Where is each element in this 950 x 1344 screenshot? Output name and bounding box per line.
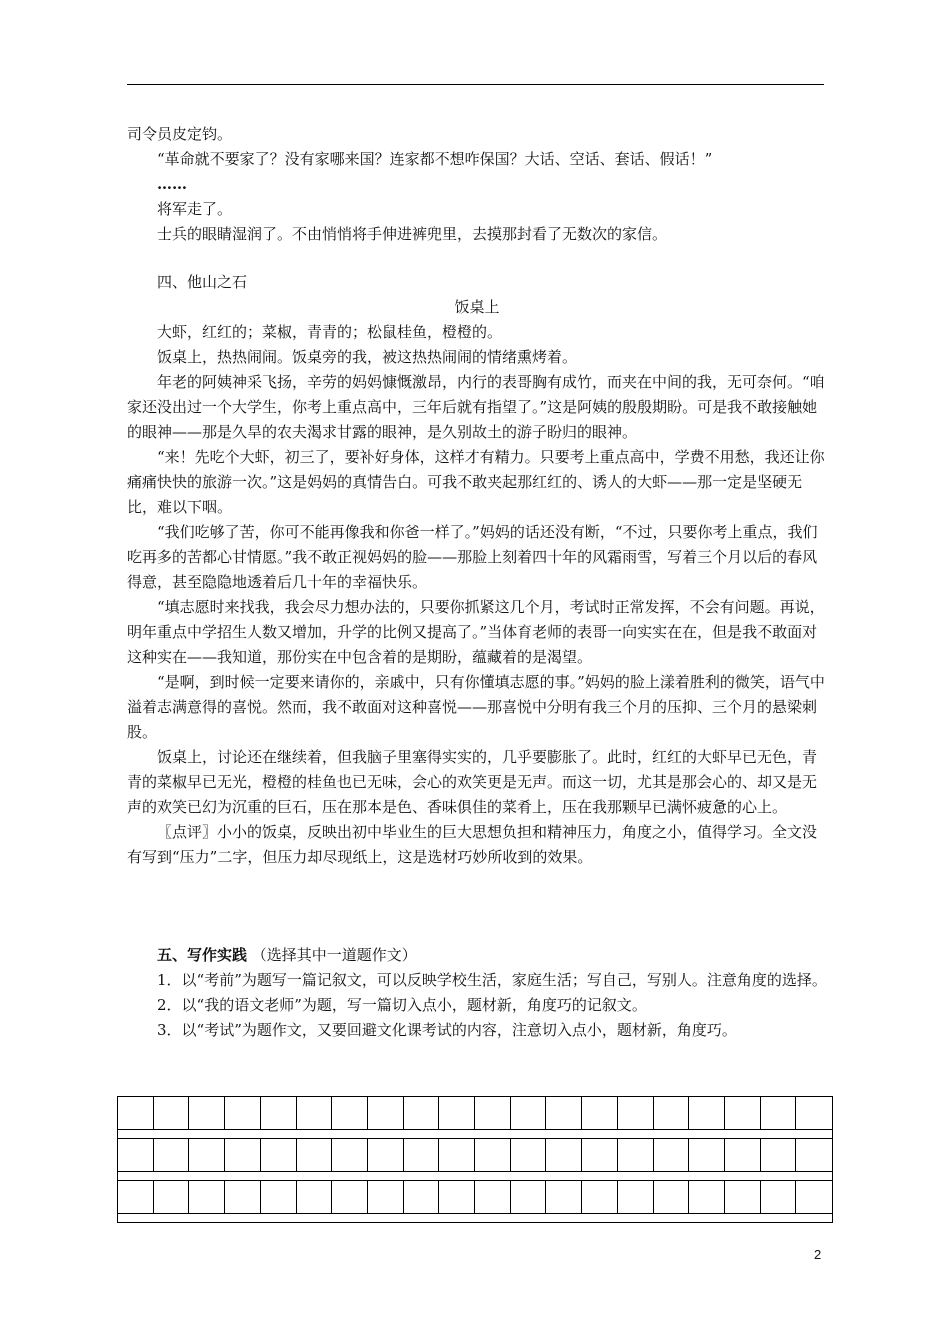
section-heading-5-note: （选择其中一道题作文） — [251, 946, 417, 964]
grid-row — [117, 1096, 833, 1129]
grid-cell — [225, 1139, 261, 1171]
essay-title: 饭桌上 — [454, 298, 500, 316]
grid-row — [117, 1138, 833, 1171]
essay-commentary: 〖点评〗小小的饭桌，反映出初中毕业生的巨大思想负担和精神压力，角度之小，值得学习。全文没有写到“压力”二字，但压力却尽现纸上，这是选材巧妙所收到的效果。 — [127, 823, 818, 866]
grid-cell — [439, 1181, 475, 1213]
grid-cell — [689, 1181, 725, 1213]
grid-row-gap — [117, 1213, 833, 1223]
grid-cell — [439, 1097, 475, 1129]
grid-cell — [796, 1139, 832, 1171]
writing-prompt: 3．以“考试”为题作文，又要回避文化课考试的内容，注意切入点小，题材新，角度巧。 — [157, 1021, 737, 1039]
section-heading-5 — [127, 943, 827, 968]
grid-row-gap — [117, 1171, 833, 1180]
grid-cell — [689, 1139, 725, 1171]
grid-cell — [297, 1097, 333, 1129]
writing-prompt: 1．以“考前”为题写一篇记叙文，可以反映学校生活，家庭生活；写自己，写别人。注意角度的选择。 — [157, 971, 827, 989]
grid-cell — [225, 1181, 261, 1213]
ellipsis-line: …… — [157, 175, 187, 193]
grid-cell — [546, 1181, 582, 1213]
essay-paragraph: 年老的阿姨神采飞扬，辛劳的妈妈慷慨激昂，内行的表哥胸有成竹，而夹在中间的我，无可奈何。“咱家还没出过一个大学生，你考上重点高中，三年后就有指望了。”这是阿姨的殷殷期盼。可是我不敢接触她的眼神——那是久旱的农夫渴求甘露的眼神，是久别故土的游子盼归的眼神。 — [127, 373, 825, 441]
grid-cell — [511, 1097, 547, 1129]
grid-cell — [725, 1097, 761, 1129]
grid-cell — [225, 1097, 261, 1129]
grid-cell — [368, 1139, 404, 1171]
grid-cell — [546, 1097, 582, 1129]
page-number: 2 — [814, 1247, 822, 1262]
grid-cell — [761, 1139, 797, 1171]
grid-cell — [404, 1097, 440, 1129]
grid-cell — [261, 1181, 297, 1213]
grid-cell — [404, 1139, 440, 1171]
grid-cell — [368, 1097, 404, 1129]
grid-cell — [511, 1139, 547, 1171]
essay-paragraph: “我们吃够了苦，你可不能再像我和你爸一样了。”妈妈的话还没有断，“不过，只要你考上重点，我们吃再多的苦都心甘情愿。”我不敢正视妈妈的脸——那脸上刻着四十年的风霜雨雪，写着三个月以后的春风得意，甚至隐隐地透着后几十年的幸福快乐。 — [127, 523, 818, 591]
essay-paragraph: “是啊，到时候一定要来请你的，亲戚中，只有你懂填志愿的事。”妈妈的脸上漾着胜利的微笑，语气中溢着志满意得的喜悦。然而，我不敢面对这种喜悦——那喜悦中分明有我三个月的压抑、三个月的悬梁刺股。 — [127, 673, 825, 741]
grid-cell — [475, 1097, 511, 1129]
grid-cell — [761, 1181, 797, 1213]
grid-cell — [725, 1139, 761, 1171]
grid-cell — [654, 1139, 690, 1171]
grid-cell — [189, 1097, 225, 1129]
grid-cell — [189, 1181, 225, 1213]
grid-cell — [618, 1097, 654, 1129]
grid-row-gap — [117, 1129, 833, 1138]
grid-cell — [654, 1181, 690, 1213]
section-heading-5-title: 五、写作实践 — [157, 946, 248, 964]
grid-cell — [582, 1139, 618, 1171]
grid-cell — [261, 1139, 297, 1171]
grid-cell — [332, 1181, 368, 1213]
grid-cell — [689, 1097, 725, 1129]
grid-cell — [297, 1139, 333, 1171]
essay-paragraph: 大虾，红红的；菜椒，青青的；松鼠桂鱼，橙橙的。 — [157, 323, 503, 341]
grid-cell — [154, 1139, 190, 1171]
essay-paragraph: 饭桌上，热热闹闹。饭桌旁的我，被这热热闹闹的情绪熏烤着。 — [157, 348, 578, 366]
document-body — [127, 122, 827, 1043]
grid-cell — [546, 1139, 582, 1171]
grid-cell — [332, 1139, 368, 1171]
grid-cell — [475, 1181, 511, 1213]
grid-cell — [118, 1181, 154, 1213]
grid-cell — [475, 1139, 511, 1171]
writing-prompt: 2．以“我的语文老师”为题，写一篇切入点小，题材新，角度巧的记叙文。 — [157, 996, 647, 1014]
grid-cell — [404, 1181, 440, 1213]
text-line: “革命就不要家了？没有家哪来国？连家都不想咋保国？大话、空话、套话、假话！” — [157, 150, 713, 168]
essay-paragraph: “来！先吃个大虾，初三了，要补好身体，这样才有精力。只要考上重点高中，学费不用愁，我还让你痛痛快快的旅游一次。”这是妈妈的真情告白。可我不敢夹起那红红的、诱人的大虾——那一定是坚硬无比，难以下咽。 — [127, 448, 825, 516]
grid-cell — [189, 1139, 225, 1171]
writing-grid — [117, 1096, 833, 1223]
grid-cell — [368, 1181, 404, 1213]
grid-cell — [761, 1097, 797, 1129]
grid-cell — [439, 1139, 475, 1171]
text-line: 将军走了。 — [157, 200, 233, 218]
grid-cell — [332, 1097, 368, 1129]
grid-cell — [582, 1097, 618, 1129]
grid-cell — [582, 1181, 618, 1213]
grid-cell — [618, 1181, 654, 1213]
grid-cell — [618, 1139, 654, 1171]
grid-cell — [297, 1181, 333, 1213]
grid-cell — [796, 1097, 832, 1129]
grid-cell — [796, 1181, 832, 1213]
grid-row — [117, 1180, 833, 1213]
essay-paragraph: “填志愿时来找我，我会尽力想办法的，只要你抓紧这几个月，考试时正常发挥，不会有问题。再说，明年重点中学招生人数又增加，升学的比例又提高了。”当体育老师的表哥一向实实在在，但是我不敢面对这种实在——我知道，那份实在中包含着的是期盼，蕴藏着的是渴望。 — [127, 598, 825, 666]
text-line: 士兵的眼睛湿润了。不由悄悄将手伸进裤兜里，去摸那封看了无数次的家信。 — [157, 225, 668, 243]
grid-cell — [154, 1097, 190, 1129]
text-line: 司令员皮定钧。 — [127, 125, 233, 143]
grid-cell — [154, 1181, 190, 1213]
essay-paragraph: 饭桌上，讨论还在继续着，但我脑子里塞得实实的，几乎要膨胀了。此时，红红的大虾早已无色，青青的菜椒早已无光，橙橙的桂鱼也已无味，会心的欢笑更是无声。而这一切，尤其是那会心的、却又是无声的欢笑已幻为沉重的巨石，压在那本是色、香味俱佳的菜肴上，压在我那颗早已满怀疲惫的心上。 — [127, 748, 818, 816]
grid-cell — [118, 1097, 154, 1129]
section-heading-4: 四、他山之石 — [157, 273, 248, 291]
header-rule — [127, 84, 824, 85]
grid-cell — [118, 1139, 154, 1171]
grid-cell — [654, 1097, 690, 1129]
grid-cell — [511, 1181, 547, 1213]
grid-cell — [725, 1181, 761, 1213]
grid-cell — [261, 1097, 297, 1129]
